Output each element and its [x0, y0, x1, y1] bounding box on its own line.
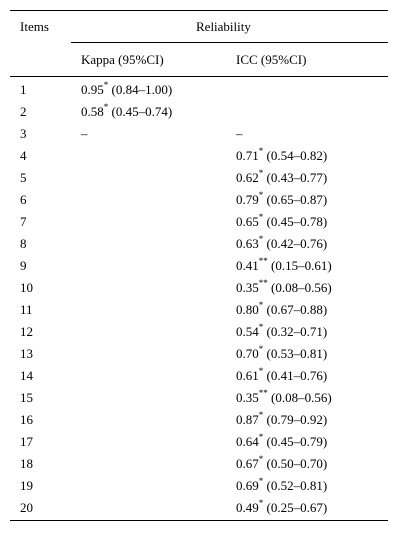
icc-cell-value: 0.65 — [236, 214, 259, 229]
icc-cell-value: 0.62 — [236, 170, 259, 185]
item-number: 6 — [20, 192, 27, 207]
item-number: 2 — [20, 104, 27, 119]
icc-cell — [236, 233, 328, 252]
header-icc: ICC (95%CI) — [236, 52, 307, 67]
icc-cell-significance: * — [258, 409, 264, 420]
icc-cell-value: 0.71 — [236, 148, 259, 163]
table-row — [10, 79, 388, 101]
icc-cell-ci: (0.50–0.70) — [263, 456, 328, 471]
table-row — [10, 277, 388, 299]
icc-cell-value: 0.69 — [236, 478, 259, 493]
icc-cell-significance: * — [258, 365, 264, 376]
kappa-cell — [81, 101, 173, 120]
icc-cell-value: – — [236, 126, 243, 141]
icc-cell-significance: * — [258, 189, 264, 200]
table-row — [10, 211, 388, 233]
item-number: 18 — [20, 456, 33, 471]
icc-cell — [236, 299, 328, 318]
table-row — [10, 145, 388, 167]
kappa-cell-value: 0.95 — [81, 82, 104, 97]
icc-cell-significance: * — [258, 497, 264, 508]
item-number: 15 — [20, 390, 33, 405]
kappa-cell-value: 0.58 — [81, 104, 104, 119]
icc-cell — [236, 343, 328, 362]
icc-cell — [236, 321, 328, 340]
icc-cell-ci: (0.79–0.92) — [263, 412, 328, 427]
icc-cell — [236, 431, 328, 450]
icc-cell-ci: (0.32–0.71) — [263, 324, 328, 339]
header-bottom-rule — [10, 76, 388, 77]
icc-cell-significance: * — [258, 233, 264, 244]
icc-cell — [236, 211, 328, 230]
icc-cell-ci: (0.45–0.79) — [263, 434, 328, 449]
icc-cell — [236, 126, 243, 142]
table-row — [10, 343, 388, 365]
table-row — [10, 167, 388, 189]
table-row — [10, 475, 388, 497]
icc-cell-significance: ** — [258, 255, 268, 266]
table-bottom-rule — [10, 520, 388, 521]
item-number: 14 — [20, 368, 33, 383]
item-number: 19 — [20, 478, 33, 493]
table-row — [10, 101, 388, 123]
icc-cell-value: 0.41 — [236, 258, 259, 273]
kappa-cell-ci: (0.45–0.74) — [108, 104, 173, 119]
item-number: 13 — [20, 346, 33, 361]
icc-cell-ci: (0.43–0.77) — [263, 170, 328, 185]
icc-cell-ci: (0.42–0.76) — [263, 236, 328, 251]
item-number: 4 — [20, 148, 27, 163]
table-row — [10, 189, 388, 211]
icc-cell-ci: (0.54–0.82) — [263, 148, 328, 163]
icc-cell-ci: (0.45–0.78) — [263, 214, 328, 229]
icc-cell — [236, 145, 328, 164]
table-row — [10, 123, 388, 145]
icc-cell — [236, 409, 328, 428]
header-kappa: Kappa (95%CI) — [81, 52, 164, 67]
icc-cell — [236, 497, 328, 516]
icc-cell-significance: * — [258, 343, 264, 354]
icc-cell-significance: * — [258, 475, 264, 486]
icc-cell-value: 0.64 — [236, 434, 259, 449]
icc-cell — [236, 189, 328, 208]
icc-cell — [236, 475, 328, 494]
icc-cell — [236, 277, 332, 296]
kappa-cell-significance: * — [103, 79, 109, 90]
icc-cell-value: 0.35 — [236, 390, 259, 405]
icc-cell-ci: (0.25–0.67) — [263, 500, 328, 515]
icc-cell — [236, 167, 328, 186]
item-number: 7 — [20, 214, 27, 229]
icc-cell-ci: (0.08–0.56) — [267, 280, 332, 295]
icc-cell-value: 0.67 — [236, 456, 259, 471]
icc-cell-significance: * — [258, 211, 264, 222]
item-number: 16 — [20, 412, 33, 427]
item-number: 5 — [20, 170, 27, 185]
reliability-span-rule — [71, 42, 388, 43]
icc-cell-value: 0.63 — [236, 236, 259, 251]
item-number: 8 — [20, 236, 27, 251]
item-number: 3 — [20, 126, 27, 141]
icc-cell-ci: (0.41–0.76) — [263, 368, 328, 383]
item-number: 17 — [20, 434, 33, 449]
table-top-rule — [10, 10, 388, 11]
icc-cell-value: 0.61 — [236, 368, 259, 383]
table-row — [10, 431, 388, 453]
icc-cell — [236, 255, 332, 274]
icc-cell-value: 0.70 — [236, 346, 259, 361]
kappa-cell — [81, 79, 173, 98]
icc-cell-ci: (0.15–0.61) — [267, 258, 332, 273]
table-row — [10, 299, 388, 321]
icc-cell-ci: (0.65–0.87) — [263, 192, 328, 207]
table-row — [10, 365, 388, 387]
header-reliability: Reliability — [196, 19, 251, 34]
icc-cell — [236, 365, 328, 384]
icc-cell-ci: (0.67–0.88) — [263, 302, 328, 317]
table-row — [10, 409, 388, 431]
icc-cell-value: 0.54 — [236, 324, 259, 339]
icc-cell-significance: * — [258, 145, 264, 156]
icc-cell-significance: ** — [258, 277, 268, 288]
table-row — [10, 255, 388, 277]
icc-cell — [236, 387, 332, 406]
icc-cell-value: 0.35 — [236, 280, 259, 295]
icc-cell-significance: * — [258, 453, 264, 464]
table-row — [10, 233, 388, 255]
table-row — [10, 453, 388, 475]
kappa-cell — [81, 126, 88, 142]
header-items: Items — [20, 19, 49, 34]
icc-cell-value: 0.87 — [236, 412, 259, 427]
item-number: 1 — [20, 82, 27, 97]
icc-cell-significance: ** — [258, 387, 268, 398]
icc-cell-value: 0.79 — [236, 192, 259, 207]
table-row — [10, 497, 388, 519]
table-row — [10, 321, 388, 343]
item-number: 9 — [20, 258, 27, 273]
icc-cell-significance: * — [258, 321, 264, 332]
icc-cell-significance: * — [258, 431, 264, 442]
kappa-cell-value: – — [81, 126, 88, 141]
icc-cell-value: 0.80 — [236, 302, 259, 317]
icc-cell-value: 0.49 — [236, 500, 259, 515]
kappa-cell-ci: (0.84–1.00) — [108, 82, 173, 97]
item-number: 12 — [20, 324, 33, 339]
table-row — [10, 387, 388, 409]
icc-cell-significance: * — [258, 299, 264, 310]
icc-cell-ci: (0.53–0.81) — [263, 346, 328, 361]
item-number: 10 — [20, 280, 33, 295]
icc-cell-ci: (0.52–0.81) — [263, 478, 328, 493]
icc-cell-significance: * — [258, 167, 264, 178]
kappa-cell-significance: * — [103, 101, 109, 112]
icc-cell-ci: (0.08–0.56) — [267, 390, 332, 405]
item-number: 20 — [20, 500, 33, 515]
item-number: 11 — [20, 302, 33, 317]
icc-cell — [236, 453, 328, 472]
